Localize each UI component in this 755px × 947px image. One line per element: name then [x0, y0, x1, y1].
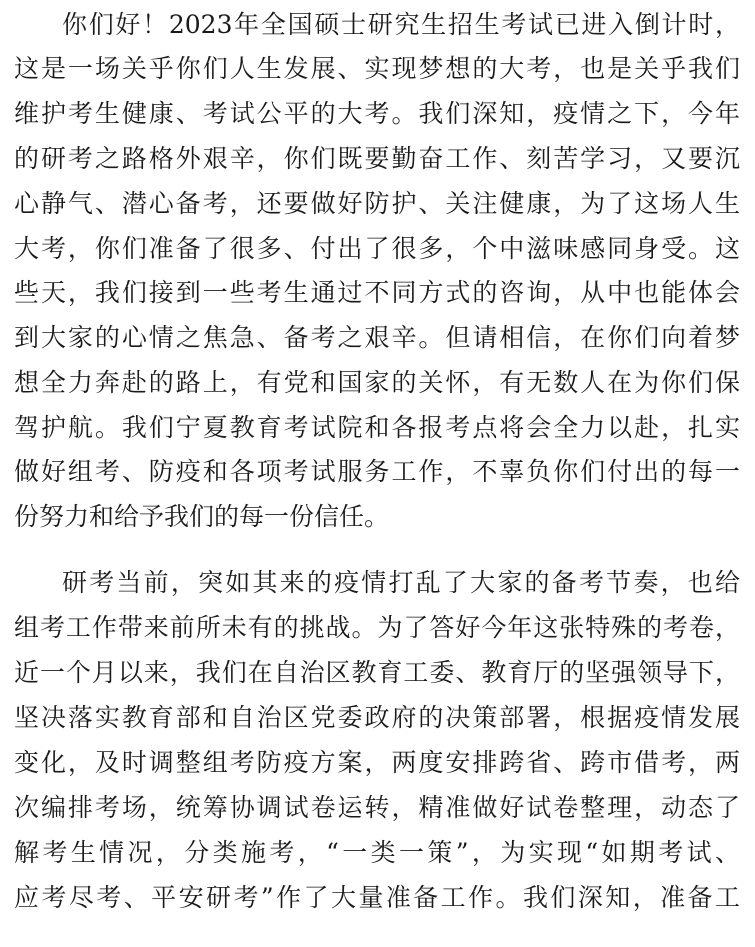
text-line: 些天，我们接到一些考生通过不同方式的咨询，从中也能体会: [14, 278, 740, 307]
text-line: 研考当前，突如其来的疫情打乱了大家的备考节奏，也给: [62, 568, 740, 597]
text-line: 变化，及时调整组考防疫方案，两度安排跨省、跨市借考，两: [14, 748, 740, 777]
text-line: 次编排考场，统筹协调试卷运转，精准做好试卷整理，动态了: [14, 793, 740, 822]
text-line: 近一个月以来，我们在自治区教育工委、教育厅的坚强领导下，: [14, 658, 740, 687]
text-line: 份努力和给予我们的每一份信任。: [14, 502, 390, 531]
text-line: 想全力奔赴的路上，有党和国家的关怀，有无数人在为你们保: [14, 368, 740, 397]
text-line: 心静气、潜心备考，还要做好防护、关注健康，为了这场人生: [14, 189, 740, 218]
text-line: 大考，你们准备了很多、付出了很多，个中滋味感同身受。这: [14, 234, 740, 263]
text-line: 你们好！2023年全国硕士研究生招生考试已进入倒计时，: [62, 10, 740, 39]
text-line: 维护考生健康、考试公平的大考。我们深知，疫情之下，今年: [14, 99, 740, 128]
text-line: 应考尽考、平安研考”作了大量准备工作。我们深知，准备工: [14, 883, 740, 912]
text-line: 驾护航。我们宁夏教育考试院和各报考点将会全力以赴，扎实: [14, 413, 740, 442]
text-line: 做好组考、防疫和各项考试服务工作，不辜负你们付出的每一: [14, 457, 740, 486]
text-line: 这是一场关乎你们人生发展、实现梦想的大考，也是关乎我们: [14, 54, 740, 83]
text-line: 的研考之路格外艰辛，你们既要勤奋工作、刻苦学习，又要沉: [14, 144, 740, 173]
text-line: 到大家的心情之焦急、备考之艰辛。但请相信，在你们向着梦: [14, 323, 740, 352]
text-line: 组考工作带来前所未有的挑战。为了答好今年这张特殊的考卷，: [14, 613, 740, 642]
text-line: 解考生情况，分类施考，“一类一策”，为实现“如期考试、: [14, 838, 740, 867]
text-line: 坚决落实教育部和自治区党委政府的决策部署，根据疫情发展: [14, 703, 740, 732]
